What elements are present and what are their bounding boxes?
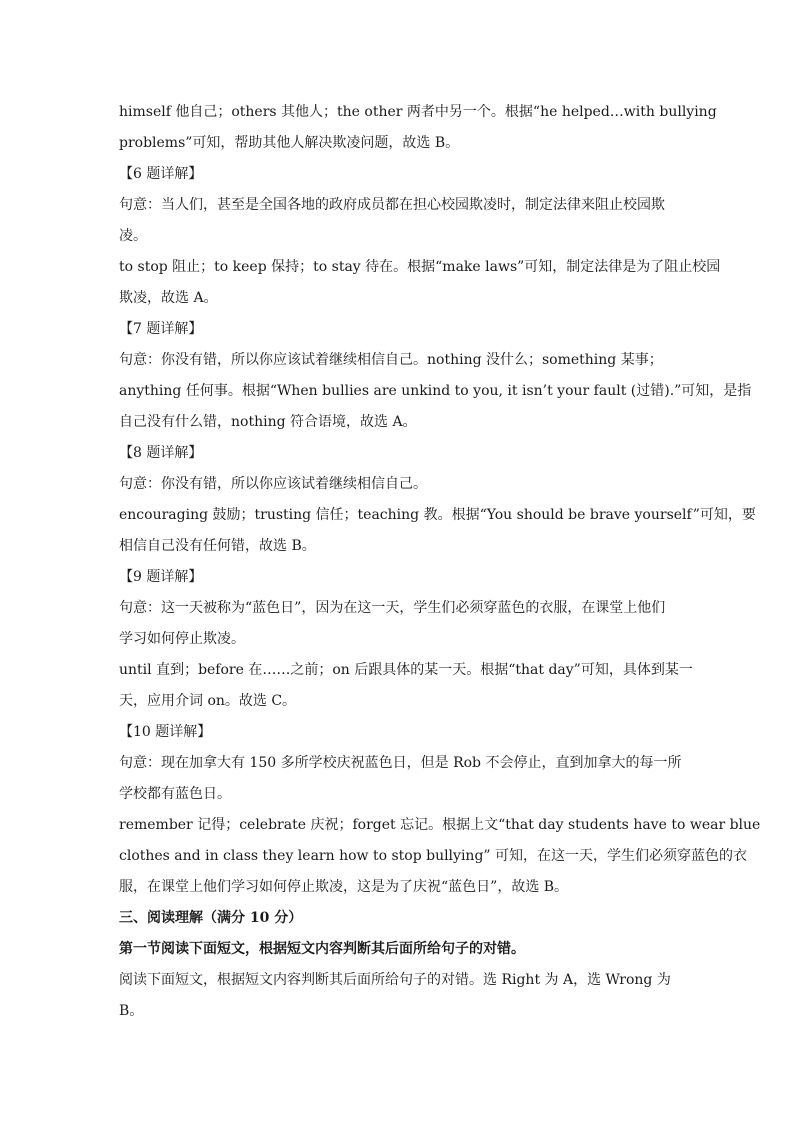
- section-heading-q10: 【10 题详解】: [119, 724, 212, 740]
- text-line: himself 他自己；others 其他人；the other 两者中另一个。根据“he helped…with bullying: [119, 104, 717, 120]
- text-line: to stop 阻止；to keep 保持；to stay 待在。根据“make laws”可知，制定法律是为了阻止校园: [119, 259, 721, 275]
- text-line: 相信自己没有任何错，故选 B。: [119, 538, 316, 554]
- text-line: 欺凌，故选 A。: [119, 290, 218, 306]
- section-heading-q6: 【6 题详解】: [119, 166, 203, 182]
- text-line: remember 记得；celebrate 庆祝；forget 忘记。根据上文“that day students have to wear blue: [119, 817, 761, 833]
- text-line: 阅读下面短文，根据短文内容判断其后面所给句子的对错。选 Right 为 A，选 Wrong 为: [119, 972, 671, 988]
- text-line: 句意：这一天被称为“蓝色日”，因为在这一天，学生们必须穿蓝色的衣服，在课堂上他们: [119, 600, 666, 616]
- text-line: encouraging 鼓励；trusting 信任；teaching 教。根据“You should be brave yourself”可知，要: [119, 507, 756, 523]
- text-line: clothes and in class they learn how to stop bullying” 可知，在这一天，学生们必须穿蓝色的衣: [119, 848, 748, 864]
- text-line: problems”可知，帮助其他人解决欺凌问题，故选 B。: [119, 135, 460, 151]
- text-line: 自己没有什么错，nothing 符合语境，故选 A。: [119, 414, 417, 430]
- part-heading-reading: 三、阅读理解（满分 10 分）: [119, 910, 303, 926]
- section-heading-q9: 【9 题详解】: [119, 569, 203, 585]
- text-line: 天，应用介词 on。故选 C。: [119, 693, 297, 709]
- section-heading-q8: 【8 题详解】: [119, 445, 203, 461]
- text-line: 学校都有蓝色日。: [119, 786, 231, 802]
- text-line: 凌。: [119, 228, 147, 244]
- text-line: 句意：你没有错，所以你应该试着继续相信自己。: [119, 476, 427, 492]
- document-page: [119, 97, 761, 1027]
- section-instruction: 第一节阅读下面短文，根据短文内容判断其后面所给句子的对错。: [119, 941, 525, 957]
- section-heading-q7: 【7 题详解】: [119, 321, 203, 337]
- text-line: 服，在课堂上他们学习如何停止欺凌，这是为了庆祝“蓝色日”，故选 B。: [119, 879, 569, 895]
- text-line: 句意：你没有错，所以你应该试着继续相信自己。nothing 没什么；something 某事；: [119, 352, 663, 368]
- text-line: until 直到；before 在……之前；on 后跟具体的某一天。根据“that day”可知，具体到某一: [119, 662, 693, 678]
- text-line: B。: [119, 1003, 144, 1019]
- text-line: 句意：当人们，甚至是全国各地的政府成员都在担心校园欺凌时，制定法律来阻止校园欺: [119, 197, 665, 213]
- text-line: 句意：现在加拿大有 150 多所学校庆祝蓝色日，但是 Rob 不会停止，直到加拿大的每一所: [119, 755, 682, 771]
- text-line: 学习如何停止欺凌。: [119, 631, 245, 647]
- text-line: anything 任何事。根据“When bullies are unkind to you, it isn’t your fault (过错).”可知，是指: [119, 383, 752, 399]
